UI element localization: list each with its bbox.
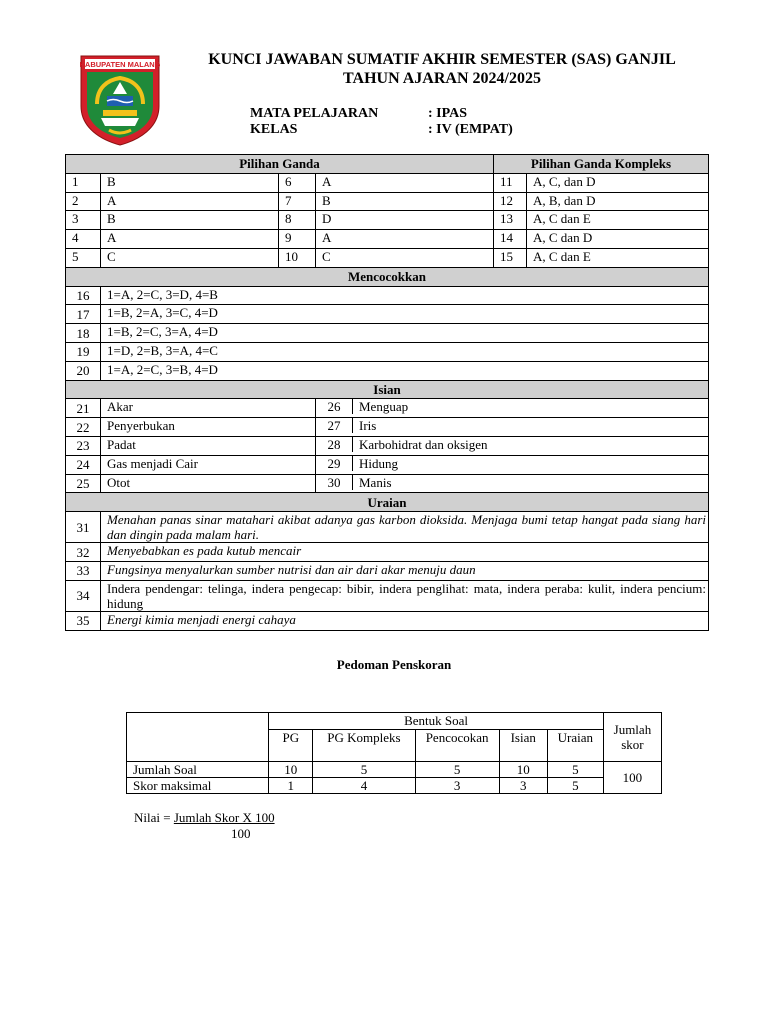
question-number: 28 (316, 437, 353, 452)
cell: 10 (269, 762, 313, 778)
answer: C (316, 248, 494, 267)
cell: 4 (313, 778, 415, 794)
question-number: 18 (66, 324, 101, 343)
answer: Menyebabkan es pada kutub mencair (101, 543, 709, 562)
table-row (66, 305, 709, 324)
question-number: 23 (66, 436, 101, 455)
logo-text: KABUPATEN MALANG (79, 60, 161, 69)
section-uraian: Uraian (66, 493, 709, 512)
pedoman-title: Pedoman Penskoran (336, 657, 452, 672)
question-number: 24 (66, 455, 101, 474)
answer: Penyerbukan (101, 418, 316, 437)
table-row (66, 342, 709, 361)
formula-denominator: 100 (231, 826, 251, 841)
title-line-2: TAHUN AJARAN 2024/2025 (343, 70, 541, 87)
answer: 1=A, 2=C, 3=B, 4=D (101, 361, 709, 380)
question-number: 8 (279, 211, 316, 230)
answer: Fungsinya menyalurkan sumber nutrisi dan air dari akar menuju daun (101, 561, 709, 580)
answer: C (101, 248, 279, 267)
answer: 1=A, 2=C, 3=D, 4=B (101, 286, 709, 305)
class-label: KELAS (250, 122, 298, 137)
question-number: 5 (66, 248, 101, 267)
table-row (66, 543, 709, 562)
question-number: 33 (66, 561, 101, 580)
question-number: 15 (494, 248, 527, 267)
cell: 1 (269, 778, 313, 794)
question-number: 32 (66, 543, 101, 562)
answer: A (316, 173, 494, 192)
table-row (66, 286, 709, 305)
question-number: 4 (66, 230, 101, 249)
subject-info (250, 106, 513, 138)
col-header-pg: PG (269, 730, 313, 762)
formula-prefix: Nilai = (134, 810, 174, 825)
question-number: 27 (316, 418, 353, 433)
question-number: 17 (66, 305, 101, 324)
table-row (66, 436, 709, 455)
question-number: 30 (316, 475, 353, 490)
question-number: 21 (66, 399, 101, 418)
answer: Indera pendengar: telinga, indera pengecap: bibir, indera penglihat: mata, indera peraba: kulit, indera pencium: hidung (101, 580, 709, 611)
kabupaten-malang-logo (79, 54, 161, 146)
answer-key-table (65, 154, 709, 631)
answer: Gas menjadi Cair (101, 455, 316, 474)
answer: Manis (359, 474, 392, 490)
question-number: 34 (66, 580, 101, 611)
subject-value: : IPAS (428, 106, 468, 121)
question-number: 35 (66, 611, 101, 630)
table-row (66, 561, 709, 580)
answer: A (101, 192, 279, 211)
answer: A (101, 230, 279, 249)
question-number: 20 (66, 361, 101, 380)
formula-numerator: Jumlah Skor X 100 (173, 810, 275, 825)
table-row (66, 418, 709, 437)
table-row (66, 230, 709, 249)
answer: D (316, 211, 494, 230)
subject-label: MATA PELAJARAN (250, 106, 379, 121)
table-row (66, 173, 709, 192)
answer: A, C, dan D (527, 173, 709, 192)
row-label-skor-maksimal: Skor maksimal (127, 778, 269, 794)
row-label-jumlah-soal: Jumlah Soal (127, 762, 269, 778)
answer: Akar (101, 399, 316, 418)
scoring-table (126, 712, 662, 794)
section-pilihan-ganda-kompleks: Pilihan Ganda Kompleks (494, 155, 709, 174)
answer: B (101, 211, 279, 230)
question-number: 31 (66, 512, 101, 543)
total-score: 100 (603, 762, 661, 794)
question-number: 16 (66, 286, 101, 305)
table-row (66, 474, 709, 493)
answer: Menahan panas sinar matahari akibat adanya gas karbon dioksida. Menjaga bumi tetap hangat pada siang hari dan dingin pada malam hari. (101, 512, 709, 543)
cell: 3 (499, 778, 547, 794)
question-number: 2 (66, 192, 101, 211)
bentuk-soal-header: Bentuk Soal (269, 713, 604, 730)
question-number: 29 (316, 456, 353, 471)
answer: B (316, 192, 494, 211)
question-number: 11 (494, 173, 527, 192)
answer: A, B, dan D (527, 192, 709, 211)
table-row (66, 580, 709, 611)
col-header-isian: Isian (499, 730, 547, 762)
table-row (66, 611, 709, 630)
question-number: 7 (279, 192, 316, 211)
question-number: 6 (279, 173, 316, 192)
answer: A, C dan E (527, 248, 709, 267)
question-number: 9 (279, 230, 316, 249)
table-row (66, 211, 709, 230)
col-header-pencocokan: Pencocokan (415, 730, 499, 762)
table-row (66, 361, 709, 380)
table-row (66, 399, 709, 418)
question-number: 10 (279, 248, 316, 267)
answer: A, C dan D (527, 230, 709, 249)
class-value: : IV (EMPAT) (428, 122, 513, 137)
col-header-uraian: Uraian (547, 730, 603, 762)
table-row (66, 324, 709, 343)
question-number: 12 (494, 192, 527, 211)
title-line-1: KUNCI JAWABAN SUMATIF AKHIR SEMESTER (SAS) GANJIL (208, 51, 676, 68)
answer: A, C dan E (527, 211, 709, 230)
question-number: 19 (66, 342, 101, 361)
answer: Padat (101, 436, 316, 455)
section-isian: Isian (66, 380, 709, 399)
answer: 1=D, 2=B, 3=A, 4=C (101, 342, 709, 361)
table-row (66, 248, 709, 267)
section-pilihan-ganda: Pilihan Ganda (66, 155, 494, 174)
cell: 5 (313, 762, 415, 778)
answer: Menguap (359, 399, 409, 415)
cell: 10 (499, 762, 547, 778)
answer: Karbohidrat dan oksigen (359, 436, 488, 452)
table-row (66, 455, 709, 474)
question-number: 13 (494, 211, 527, 230)
cell: 5 (547, 778, 603, 794)
answer: Iris (359, 418, 377, 434)
table-row (66, 192, 709, 211)
question-number: 25 (66, 474, 101, 493)
question-number: 22 (66, 418, 101, 437)
cell: 5 (415, 762, 499, 778)
cell: 3 (415, 778, 499, 794)
document-title (172, 50, 712, 88)
question-number: 14 (494, 230, 527, 249)
score-formula (134, 810, 275, 842)
question-number: 1 (66, 173, 101, 192)
col-header-pg-kompleks: PG Kompleks (313, 730, 415, 762)
answer: 1=B, 2=A, 3=C, 4=D (101, 305, 709, 324)
answer: Otot (101, 474, 316, 493)
answer: Energi kimia menjadi energi cahaya (101, 611, 709, 630)
answer: B (101, 173, 279, 192)
answer: A (316, 230, 494, 249)
answer: 1=B, 2=C, 3=A, 4=D (101, 324, 709, 343)
question-number: 3 (66, 211, 101, 230)
section-mencocokkan: Mencocokkan (66, 267, 709, 286)
cell: 5 (547, 762, 603, 778)
table-row (66, 512, 709, 543)
question-number: 26 (316, 399, 353, 414)
answer: Hidung (359, 455, 398, 471)
jumlah-skor-header: Jumlah skor (603, 713, 661, 762)
